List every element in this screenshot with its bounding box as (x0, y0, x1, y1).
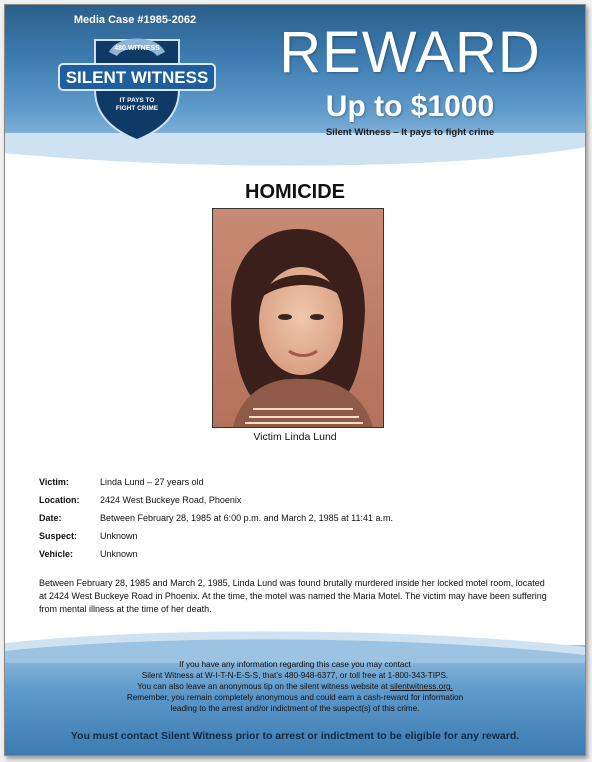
flyer-page (4, 4, 586, 756)
reward-amount: Up to $1000 (325, 90, 495, 123)
footer-line-3-text: You can also leave an anonymous tip on the silent witness website at (137, 682, 390, 691)
detail-row-date (39, 513, 569, 531)
footer-line-2: Silent Witness at W-I-T-N-E-S-S, that’s 480-948-6377, or toll free at 1-800-343-TIPS. (141, 671, 449, 680)
reward-eligibility-notice: You must contact Silent Witness prior to arrest or indictment to be eligible for any reward. (70, 730, 520, 742)
detail-label: Victim: (39, 477, 69, 487)
logo-phone: 480.WITNESS (114, 45, 160, 52)
crime-type-heading: HOMICIDE (245, 181, 345, 203)
footer-line-1: If you have any information regarding this case you may contact (179, 660, 411, 669)
logo-name: SILENT WITNESS (65, 68, 209, 87)
media-case-number: Media Case #1985-2062 (73, 14, 197, 26)
detail-value: Linda Lund – 27 years old (100, 477, 204, 487)
detail-label: Vehicle: (39, 549, 74, 559)
detail-row-victim (39, 477, 569, 495)
photo-caption: Victim Linda Lund (253, 431, 337, 443)
victim-portrait (213, 209, 383, 427)
detail-row-suspect (39, 531, 569, 549)
footer-contact-info (45, 659, 545, 714)
footer-line-4: Remember, you remain completely anonymous and could earn a cash-reward for information (126, 693, 464, 702)
footer-line-3 (45, 681, 545, 692)
tagline: Silent Witness – It pays to fight crime (325, 127, 495, 138)
logo-motto-line1: IT PAYS TO (119, 97, 155, 104)
detail-value: Between February 28, 1985 at 6:00 p.m. and March 2, 1985 at 11:41 a.m. (100, 513, 394, 523)
detail-label: Date: (39, 513, 62, 523)
case-details (39, 477, 569, 567)
detail-row-vehicle (39, 549, 569, 567)
footer-line-5: leading to the arrest and/or indictment of the suspect(s) of this crime. (170, 704, 420, 713)
case-narrative: Between February 28, 1985 and March 2, 1985, Linda Lund was found brutally murdered inside her locked motel room, located at 2424 West Buckeye Road in Phoenix. At the time, the motel was named the Maria Motel. The victim may have been suffering from mental illness at the time of her death. (39, 578, 547, 614)
silent-witness-logo (57, 30, 217, 142)
footer-wave (5, 627, 585, 663)
detail-value: 2424 West Buckeye Road, Phoenix (100, 495, 242, 505)
detail-row-location (39, 495, 569, 513)
detail-label: Location: (39, 495, 80, 505)
reward-title: REWARD (279, 20, 541, 85)
website-link[interactable]: silentwitness.org. (389, 682, 453, 691)
victim-photo (212, 208, 384, 428)
detail-value: Unknown (100, 549, 138, 559)
detail-value: Unknown (100, 531, 138, 541)
detail-label: Suspect: (39, 531, 78, 541)
logo-motto-line2: FIGHT CRIME (115, 105, 159, 112)
